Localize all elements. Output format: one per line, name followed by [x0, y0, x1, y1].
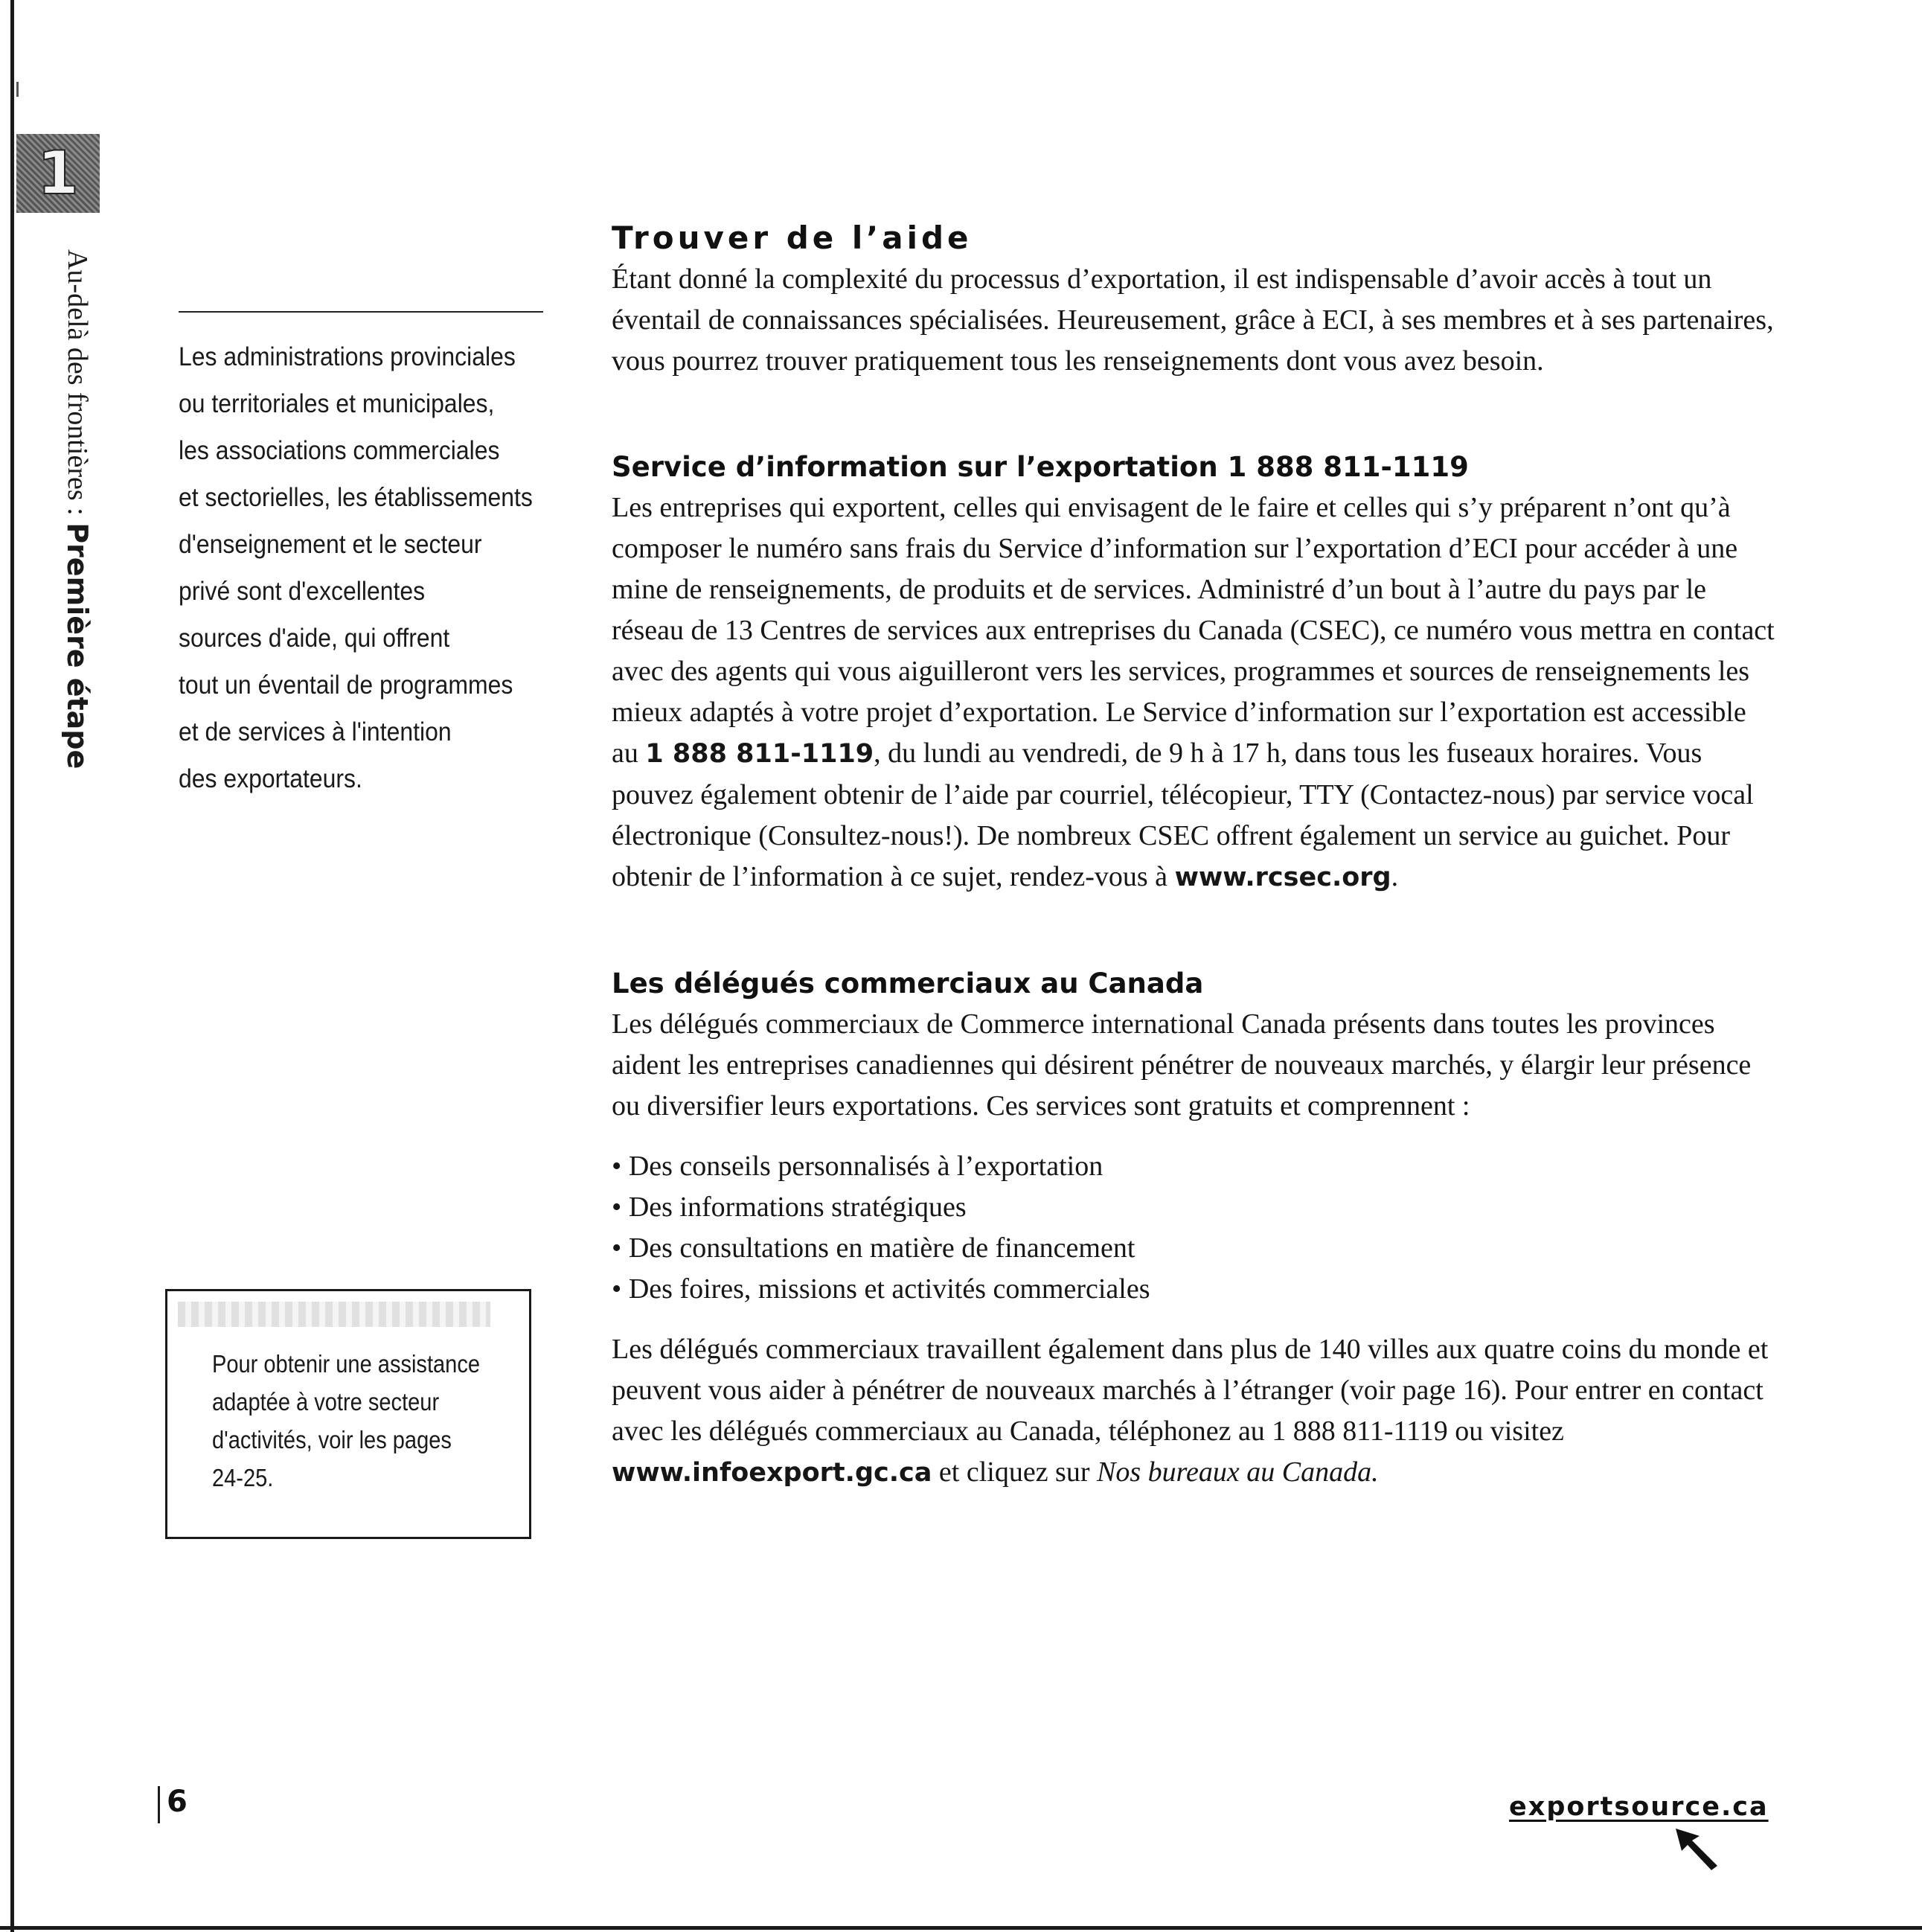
- sector-assistance-text: [212, 1345, 539, 1497]
- arrow-cursor-icon: [1674, 1827, 1726, 1872]
- export-info-text-c: .: [1391, 861, 1399, 892]
- box-line: Pour obtenir une assistance: [212, 1350, 481, 1378]
- running-title-regular: Au-delà des frontières :: [62, 249, 93, 523]
- margin-note-line: tout un éventail de programmes: [179, 670, 513, 700]
- sector-assistance-box: [165, 1289, 531, 1539]
- page-title: Trouver de l’aide: [612, 220, 973, 256]
- main-content: [612, 217, 1780, 1494]
- export-info-paragraph: [612, 487, 1780, 898]
- exportsource-link[interactable]: exportsource.ca: [1509, 1792, 1769, 1822]
- box-line: adaptée à votre secteur: [212, 1388, 440, 1416]
- left-edge-rule: [10, 0, 14, 1932]
- rcsec-link[interactable]: www.rcsec.org: [1174, 863, 1391, 892]
- vertical-running-title: [61, 249, 94, 769]
- chapter-number: 1: [37, 138, 79, 208]
- list-item: • Des consultations en matière de financement: [612, 1228, 1780, 1269]
- closing-text-a: Les délégués commerciaux travaillent également dans plus de 140 villes aux quatre coins du monde et peuvent vous aider à pénétrer de nouveaux marchés à l’étranger (voir page 16). Pour entrer en contact avec les délégués commerciaux au Canada, téléphonez au 1 888 811-1119 ou visitez: [612, 1334, 1769, 1447]
- running-title-bold: Première étape: [61, 522, 94, 770]
- margin-note: [179, 333, 554, 802]
- page-number-rule: [158, 1786, 160, 1823]
- list-item: • Des informations stratégiques: [612, 1187, 1780, 1228]
- box-header-strip: [178, 1302, 490, 1327]
- page-number: 6: [167, 1785, 188, 1819]
- margin-note-line: d'enseignement et le secteur: [179, 529, 482, 559]
- bottom-edge-rule: [0, 1926, 1922, 1930]
- margin-note-line: les associations commerciales: [179, 435, 500, 465]
- box-line: d'activités, voir les pages: [212, 1426, 452, 1453]
- top-tick-mark: [16, 82, 19, 97]
- box-line: 24-25.: [212, 1464, 274, 1491]
- export-info-text-a: Les entreprises qui exportent, celles qui envisagent de le faire et celles qui s’y préparent n’ont qu’à composer le numéro sans frais du Service d’information sur l’exportation d’ECI pour accéder à une mine de renseignements, de produits et de services. Administré d’un bout à l’autre du pays par le réseau de 13 Centres de services aux entreprises du Canada (CSEC), ce numéro vous mettra en contact avec des agents qui vous aiguilleront vers les services, programmes et sources de renseignements les mieux adaptés à votre projet d’exportation. Le Service d’information sur l’exportation est accessible au: [612, 492, 1775, 769]
- margin-note-line: sources d'aide, qui offrent: [179, 623, 450, 653]
- intro-paragraph: Étant donné la complexité du processus d’exportation, il est indispensable d’avoir accès à tout un éventail de connaissances spécialisées. Heureusement, grâce à ECI, à ses membres et à ses partenaires, vous pourrez trouver pratiquement tous les renseignements dont vous avez besoin.: [612, 263, 1774, 377]
- export-info-text-b: , du lundi au vendredi, de 9 h à 17 h, dans tous les fuseaux horaires. Vous pouvez également obtenir de l’aide par courriel, télécopieur, TTY (Contactez-nous) par service vocal électronique (Consultez-nous!). De nombreux CSEC offrent également un service au guichet. Pour obtenir de l’information à ce sujet, rendez-vous à: [612, 738, 1754, 892]
- trade-commissioners-closing: [612, 1329, 1780, 1494]
- margin-note-line: des exportateurs.: [179, 764, 362, 793]
- services-list: [612, 1146, 1780, 1310]
- list-item: • Des foires, missions et activités commerciales: [612, 1269, 1780, 1310]
- infoexport-link[interactable]: www.infoexport.gc.ca: [612, 1458, 932, 1488]
- margin-note-line: et sectorielles, les établissements: [179, 482, 533, 512]
- trade-commissioners-intro: Les délégués commerciaux de Commerce international Canada présents dans toutes les provinces aident les entreprises canadiennes qui désirent pénétrer de nouveaux marchés, y élargir leur présence ou diversifier leurs exportations. Ces services sont gratuits et comprennent :: [612, 1008, 1752, 1122]
- margin-note-line: ou territoriales et municipales,: [179, 388, 495, 418]
- export-info-phone: 1 888 811-1119: [645, 739, 874, 769]
- margin-note-line: et de services à l'intention: [179, 717, 452, 746]
- chapter-number-badge: [16, 134, 100, 213]
- export-info-heading: Service d’information sur l’exportation 1 888 811-1119: [612, 451, 1469, 483]
- trade-commissioners-heading: Les délégués commerciaux au Canada: [612, 967, 1204, 999]
- our-offices-link-text: Nos bureaux au Canada.: [1097, 1456, 1379, 1488]
- margin-note-line: privé sont d'excellentes: [179, 576, 426, 606]
- margin-note-rule: [179, 311, 543, 313]
- list-item: • Des conseils personnalisés à l’exportation: [612, 1146, 1780, 1187]
- closing-text-b: et cliquez sur: [932, 1456, 1098, 1488]
- margin-note-line: Les administrations provinciales: [179, 342, 516, 371]
